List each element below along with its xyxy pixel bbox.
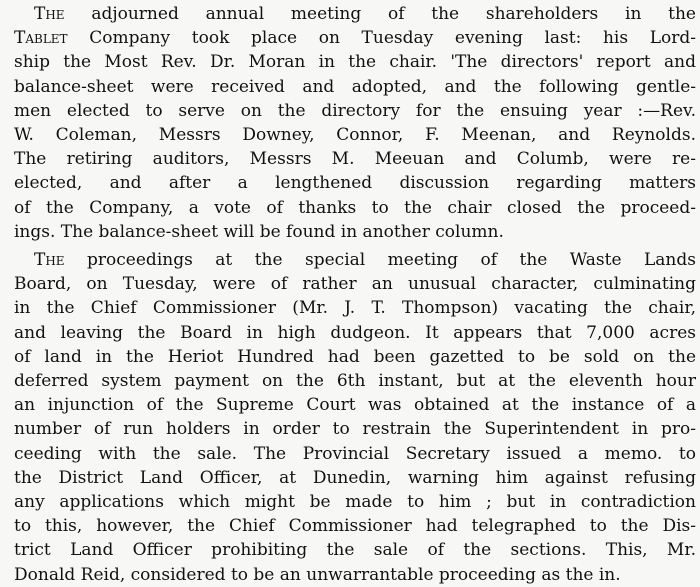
text-line: of the Company, a vote of thanks to the chair closed the proceed- xyxy=(14,197,696,218)
text-line: deferred system payment on the 6th instant, but at the eleventh hour xyxy=(14,371,696,392)
text-line: ings. The balance-sheet will be found in another column. xyxy=(14,221,504,242)
text-line: number of run holders in order to restrain the Superintendent in pro- xyxy=(14,419,696,440)
text-line: W. Coleman, Messrs Downey, Connor, F. Meenan, and Reynolds. xyxy=(14,125,696,146)
text-line: and leaving the Board in high dudgeon. It appears that 7,000 acres xyxy=(14,322,696,343)
text-line: The adjourned annual meeting of the shareholders in the xyxy=(34,4,696,24)
text-line: The retiring auditors, Messrs M. Meeuan and Columb, were re- xyxy=(14,149,696,170)
paragraph-tablet-company-meeting xyxy=(14,2,696,244)
text-line: trict Land Officer prohibiting the sale of the sections. This, Mr. xyxy=(14,540,696,561)
lead-word: The xyxy=(34,4,65,24)
text-line: ceeding with the sale. The Provincial Secretary issued a memo. to xyxy=(14,443,696,464)
paragraph-waste-lands-board xyxy=(14,248,696,587)
text-line: an injunction of the Supreme Court was obtained at the instance of a xyxy=(14,395,696,416)
text-line: any applications which might be made to him ; but in contradiction xyxy=(14,492,696,513)
text-line: elected, and after a lengthened discussion regarding matters xyxy=(14,173,696,194)
company-name: Tablet xyxy=(14,28,68,49)
text-line: men elected to serve on the directory for the ensuing year :—Rev. xyxy=(14,100,696,121)
text-line: balance-sheet were received and adopted, and the following gentle- xyxy=(14,76,696,97)
text-line: Tablet Company took place on Tuesday evening last: his Lord- xyxy=(14,28,696,49)
text-line: the District Land Officer, at Dunedin, warning him against refusing xyxy=(14,467,696,488)
text-line: Board, on Tuesday, were of rather an unusual character, culminating xyxy=(14,274,696,295)
text-line: The proceedings at the special meeting of the Waste Lands xyxy=(34,250,696,271)
text-line: to this, however, the Chief Commissioner had telegraphed to the Dis- xyxy=(14,516,696,537)
lead-word: The xyxy=(34,250,65,271)
text-line: Donald Reid, considered to be an unwarrantable proceeding as the in. xyxy=(14,564,621,585)
text-line: ship the Most Rev. Dr. Moran in the chair. 'The directors' report and xyxy=(14,52,696,73)
newspaper-column xyxy=(14,2,696,587)
text-line: in the Chief Commissioner (Mr. J. T. Thompson) vacating the chair, xyxy=(14,298,696,319)
text-line: of land in the Heriot Hundred had been gazetted to be sold on the xyxy=(14,346,696,367)
